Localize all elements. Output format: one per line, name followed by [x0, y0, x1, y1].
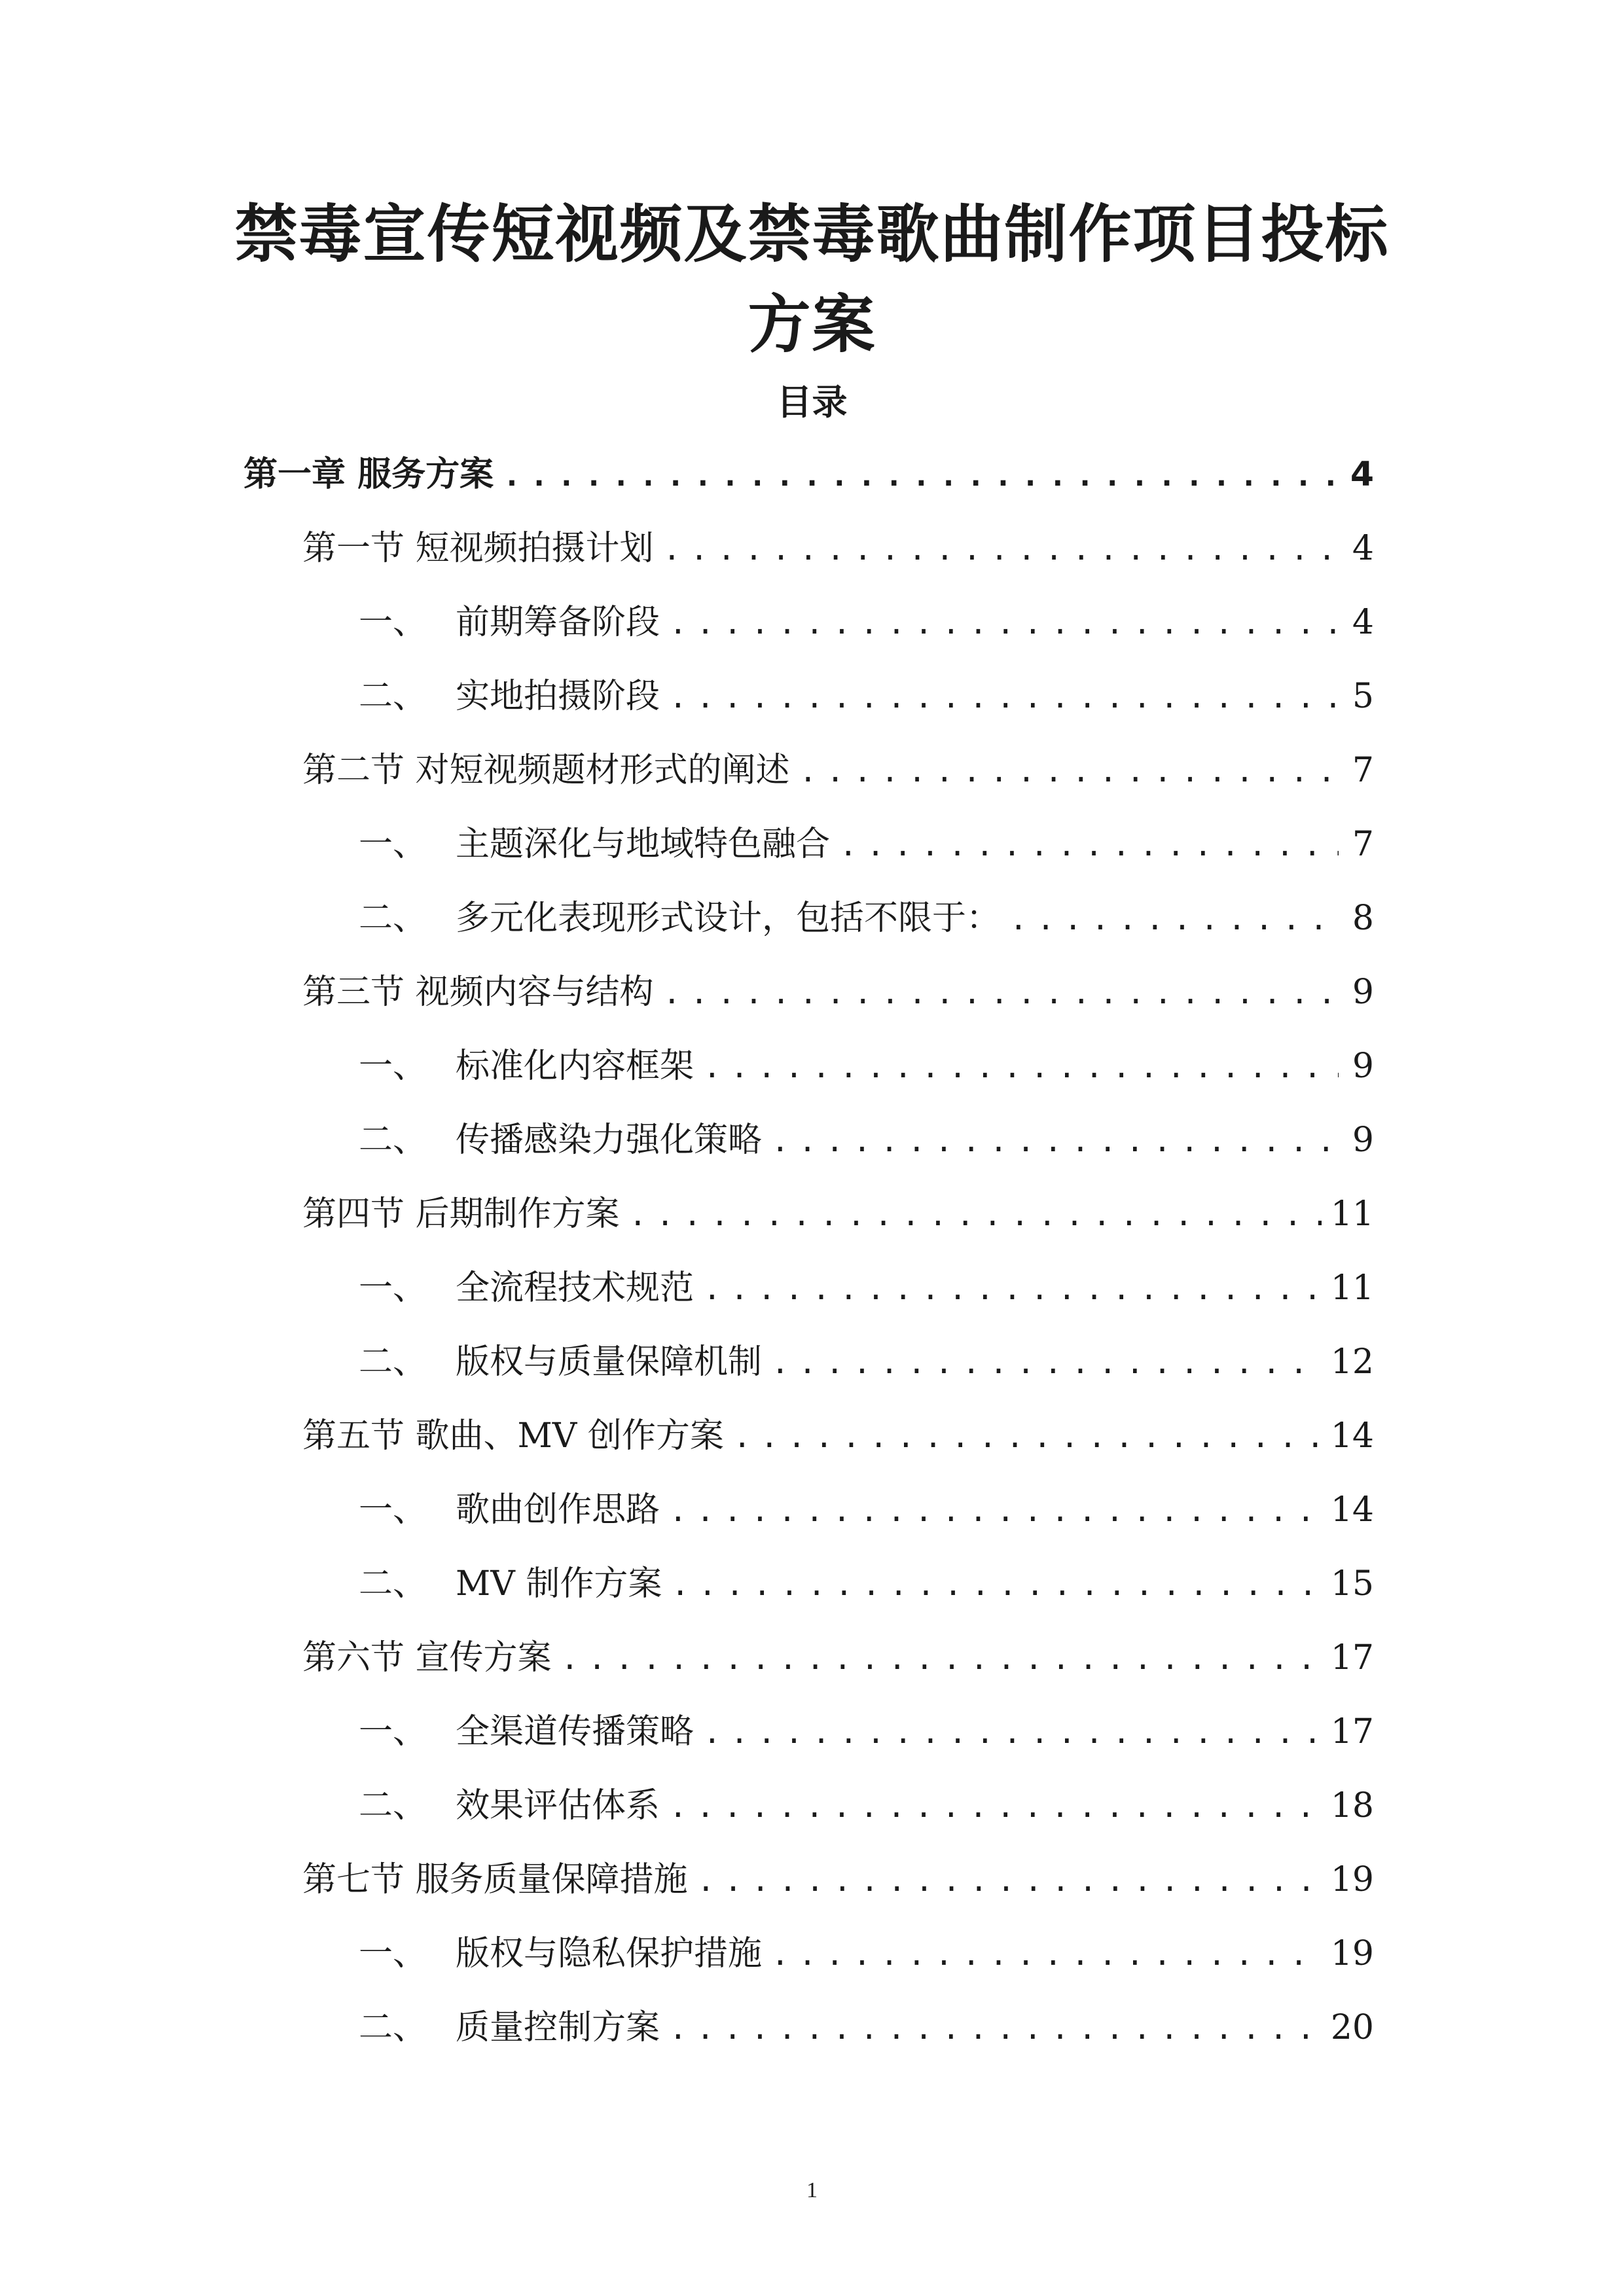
- toc-entry-page: 18: [1330, 1786, 1374, 1825]
- toc-entry-label: [359, 815, 830, 874]
- toc-entry[interactable]: [359, 1998, 1374, 2057]
- toc-entry-page: 9: [1352, 973, 1374, 1012]
- toc-entry-page: 14: [1330, 1416, 1374, 1456]
- toc-entry-label: [359, 1924, 762, 1983]
- toc-heading: 目录: [776, 382, 848, 423]
- toc-entry-number: 二、: [359, 1564, 427, 1604]
- toc-dot-leader: [703, 1037, 1339, 1096]
- toc-entry[interactable]: [359, 1333, 1374, 1391]
- toc-entry-number: 一、: [359, 1490, 427, 1530]
- toc-entry-label: [359, 1111, 762, 1170]
- toc-entry-label: [359, 1037, 694, 1096]
- toc-dot-leader: [839, 816, 1339, 874]
- toc-entry-page: 15: [1330, 1564, 1374, 1604]
- toc-entry[interactable]: [302, 1628, 1374, 1687]
- toc-entry-number: 二、: [359, 1121, 427, 1160]
- toc-entry-number: 二、: [359, 2008, 427, 2047]
- toc-dot-leader: [669, 1481, 1322, 1540]
- toc-dot-leader: [663, 963, 1339, 1022]
- toc-entry-number: 一、: [359, 1268, 427, 1308]
- toc-dot-leader: [703, 1259, 1322, 1318]
- toc-entry[interactable]: [359, 1259, 1374, 1318]
- toc-entry[interactable]: [302, 741, 1374, 800]
- toc-entry-page: 20: [1330, 2008, 1374, 2047]
- toc-entry-page: 4: [1352, 603, 1374, 642]
- toc-entry-label: [359, 1333, 762, 1391]
- toc-dot-leader: [671, 1555, 1322, 1614]
- toc-entry[interactable]: [244, 445, 1374, 504]
- toc-entry-text: 第一节 短视频拍摄计划: [302, 529, 654, 568]
- toc-entry-label: [359, 1776, 660, 1835]
- toc-entry-page: 19: [1330, 1860, 1374, 1899]
- toc-entry-page: 7: [1352, 751, 1374, 790]
- toc-entry-number: 二、: [359, 1786, 427, 1825]
- toc-entry[interactable]: [359, 1554, 1374, 1613]
- toc-entry-page: 5: [1352, 677, 1374, 716]
- toc-entry-label: [302, 1407, 724, 1465]
- toc-entry-text: 标准化内容框架: [456, 1047, 695, 1086]
- toc-entry-number: 一、: [359, 603, 427, 642]
- toc-entry-label: [359, 1480, 660, 1539]
- toc-entry-label: [302, 963, 654, 1022]
- toc-entry-text: 全流程技术规范: [456, 1268, 695, 1308]
- toc-dot-leader: [771, 1333, 1322, 1392]
- toc-entry[interactable]: [359, 1702, 1374, 1761]
- toc-entry-label: [302, 519, 654, 578]
- toc-dot-leader: [1009, 889, 1339, 948]
- toc-entry-page: 17: [1330, 1638, 1374, 1677]
- toc-entry-text: 效果评估体系: [456, 1786, 660, 1825]
- toc-entry[interactable]: [359, 1924, 1374, 1983]
- toc-entry-label: [302, 741, 790, 800]
- toc-entry-text: 主题深化与地域特色融合: [456, 825, 831, 864]
- toc-entry-text: 第二节 对短视频题材形式的阐述: [302, 751, 790, 790]
- toc-entry-number: 二、: [359, 899, 427, 938]
- toc-dot-leader: [663, 520, 1339, 579]
- toc-entry-page: 7: [1352, 825, 1374, 864]
- toc-entry-label: [359, 1702, 694, 1761]
- toc-entry-text: 第七节 服务质量保障措施: [302, 1860, 688, 1899]
- toc-dot-leader: [669, 1777, 1322, 1836]
- toc-entry[interactable]: [302, 1185, 1374, 1244]
- toc-entry-page: 9: [1352, 1047, 1374, 1086]
- toc-entry-page: 12: [1330, 1342, 1374, 1382]
- toc-entry[interactable]: [302, 519, 1374, 578]
- toc-entry-text: 第一章 服务方案: [244, 455, 494, 494]
- document-title-line-1: 禁毒宣传短视频及禁毒歌曲制作项目投标: [234, 198, 1390, 271]
- toc-entry-text: 第四节 后期制作方案: [302, 1194, 620, 1234]
- toc-entry-text: 传播感染力强化策略: [456, 1121, 763, 1160]
- toc-dot-leader: [697, 1851, 1322, 1910]
- toc-entry-text: MV 制作方案: [456, 1564, 662, 1604]
- toc-dot-leader: [733, 1407, 1322, 1466]
- toc-entry-text: 版权与隐私保护措施: [456, 1934, 763, 1973]
- toc-entry-text: 第五节 歌曲、MV 创作方案: [302, 1416, 724, 1456]
- toc-entry-label: [359, 667, 660, 726]
- document-title-line-2: 方案: [748, 288, 876, 361]
- toc-entry-page: 19: [1330, 1934, 1374, 1973]
- toc-entry[interactable]: [302, 1850, 1374, 1909]
- toc-dot-leader: [561, 1629, 1322, 1688]
- toc-entry[interactable]: [359, 667, 1374, 726]
- toc-entry-number: 一、: [359, 825, 427, 864]
- toc-entry-page: 14: [1330, 1490, 1374, 1530]
- toc-entry-text: 第六节 宣传方案: [302, 1638, 552, 1677]
- toc-entry[interactable]: [359, 593, 1374, 652]
- toc-entry-text: 第三节 视频内容与结构: [302, 973, 654, 1012]
- toc-entry-page: 4: [1352, 529, 1374, 568]
- toc-entry-label: [359, 1259, 694, 1318]
- toc-entry[interactable]: [359, 1111, 1374, 1170]
- toc-entry-number: 一、: [359, 1712, 427, 1751]
- toc-entry[interactable]: [359, 1037, 1374, 1096]
- toc-entry-text: 多元化表现形式设计，包括不限于：: [456, 899, 1001, 938]
- toc-dot-leader: [771, 1925, 1322, 1984]
- toc-dot-leader: [503, 446, 1339, 505]
- toc-entry-label: [302, 1628, 552, 1687]
- toc-entry-page: 8: [1352, 899, 1374, 938]
- toc-entry-page: 9: [1352, 1121, 1374, 1160]
- toc-entry-number: 一、: [359, 1047, 427, 1086]
- toc-dot-leader: [669, 594, 1339, 653]
- toc-entry-number: 二、: [359, 677, 427, 716]
- toc-entry-label: [359, 593, 660, 652]
- toc-dot-leader: [771, 1111, 1339, 1170]
- toc-entry-text: 前期筹备阶段: [456, 603, 660, 642]
- toc-entry-page: 4: [1350, 455, 1374, 494]
- toc-entry-label: [359, 1554, 662, 1613]
- toc-entry[interactable]: [359, 1776, 1374, 1835]
- toc-dot-leader: [669, 668, 1339, 726]
- toc-entry[interactable]: [359, 815, 1374, 874]
- toc-entry-label: [359, 889, 1000, 948]
- toc-entry-page: 17: [1330, 1712, 1374, 1751]
- toc-entry-label: [244, 445, 494, 504]
- toc-entry[interactable]: [359, 889, 1374, 948]
- toc-entry[interactable]: [302, 1407, 1374, 1465]
- toc-entry-text: 版权与质量保障机制: [456, 1342, 763, 1382]
- toc-entry-number: 一、: [359, 1934, 427, 1973]
- toc-entry-text: 实地拍摄阶段: [456, 677, 660, 716]
- toc-dot-leader: [799, 742, 1339, 800]
- toc-entry-text: 歌曲创作思路: [456, 1490, 660, 1530]
- toc-entry-label: [359, 1998, 660, 2057]
- toc-entry-label: [302, 1185, 620, 1244]
- toc-entry-page: 11: [1330, 1194, 1374, 1234]
- toc-entry-label: [302, 1850, 688, 1909]
- page-number: 1: [806, 2178, 818, 2202]
- toc-entry-page: 11: [1330, 1268, 1374, 1308]
- toc-entry-text: 质量控制方案: [456, 2008, 660, 2047]
- toc-entry-number: 二、: [359, 1342, 427, 1382]
- toc-entry-text: 全渠道传播策略: [456, 1712, 695, 1751]
- toc-entry[interactable]: [302, 963, 1374, 1022]
- toc-dot-leader: [703, 1703, 1322, 1762]
- toc-entry[interactable]: [359, 1480, 1374, 1539]
- toc-dot-leader: [669, 1999, 1322, 2058]
- toc-dot-leader: [629, 1185, 1322, 1244]
